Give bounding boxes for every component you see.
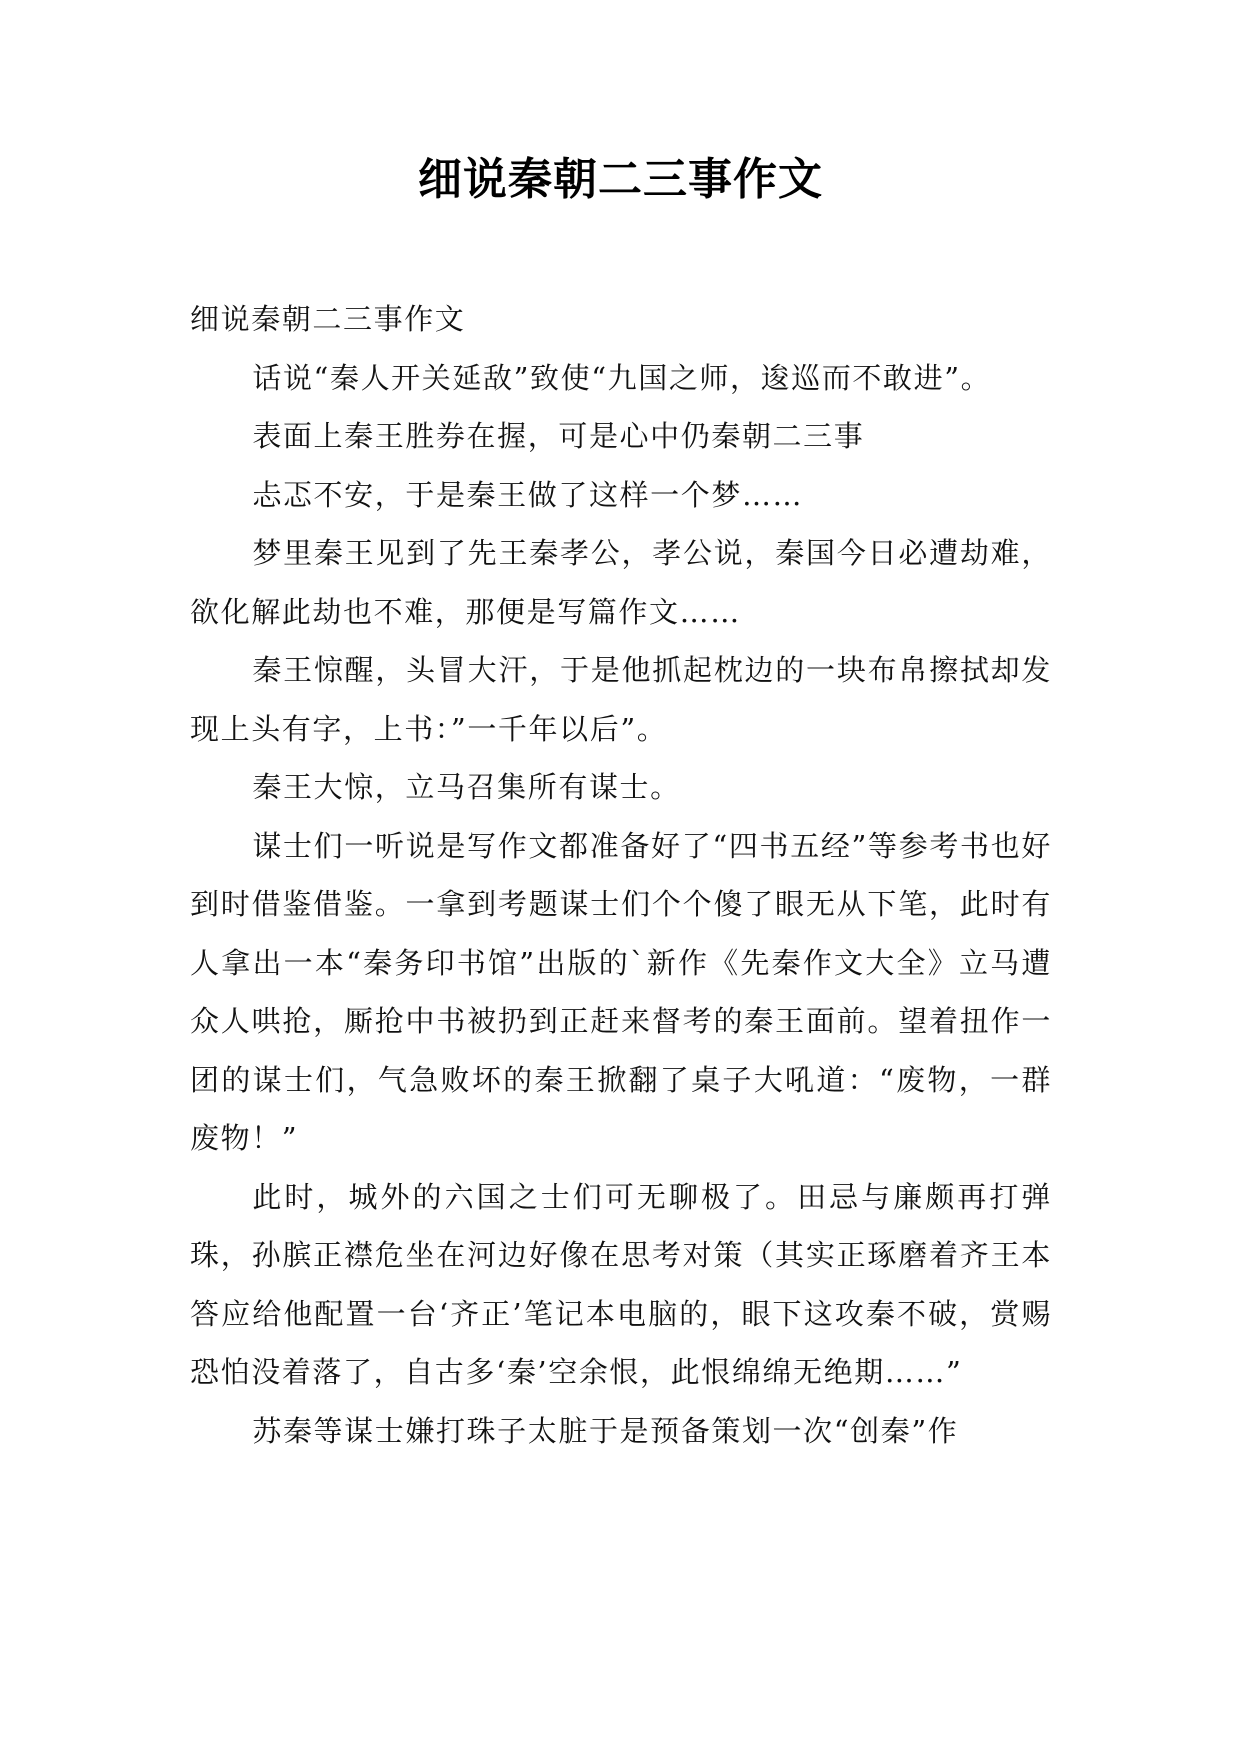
page-title: 细说秦朝二三事作文 (418, 154, 823, 205)
paragraph: 秦王惊醒，头冒大汗，于是他抓起枕边的一块布帛擦拭却发现上头有字，上书：”一千年以后”。 (190, 653, 1052, 746)
paragraph: 话说“秦人开关延敌”致使“九国之师，逡巡而不敢进”。 (252, 360, 992, 395)
paragraph: 忐忑不安，于是秦王做了这样一个梦…… (252, 477, 804, 512)
paragraph: 苏秦等谋士嫌打珠子太脏于是预备策划一次“创秦”作 (252, 1413, 959, 1448)
paragraph: 梦里秦王见到了先王秦孝公，孝公说，秦国今日必遭劫难，欲化解此劫也不难，那便是写篇作文…… (190, 536, 1052, 629)
paragraph: 秦王大惊，立马召集所有谋士。 (252, 770, 681, 804)
paragraph: 此时，城外的六国之士们可无聊极了。田忌与廉颇再打弹珠，孙膑正襟危坐在河边好像在思考对策（其实正琢磨着齐王本答应给他配置一台‘齐正’笔记本电脑的，眼下这攻秦不破，赏赐恐怕没着落了，自古多‘秦’空余恨，此恨绵绵无绝期……” (190, 1179, 1052, 1389)
article-body (190, 290, 1052, 1460)
paragraph: 谋士们一听说是写作文都准备好了“四书五经”等参考书也好到时借鉴借鉴。一拿到考题谋士们个个傻了眼无从下笔，此时有人拿出一本“秦务印书馆”出版的`新作《先秦作文大全》立马遭众人哄抢，厮抢中书被扔到正赶来督考的秦王面前。望着扭作一团的谋士们，气急败坏的秦王掀翻了桌子大吼道：“废物，一群废物！” (190, 828, 1052, 1155)
paragraph-heading: 细说秦朝二三事作文 (190, 302, 466, 336)
paragraph: 表面上秦王胜券在握，可是心中仍秦朝二三事 (252, 419, 865, 453)
